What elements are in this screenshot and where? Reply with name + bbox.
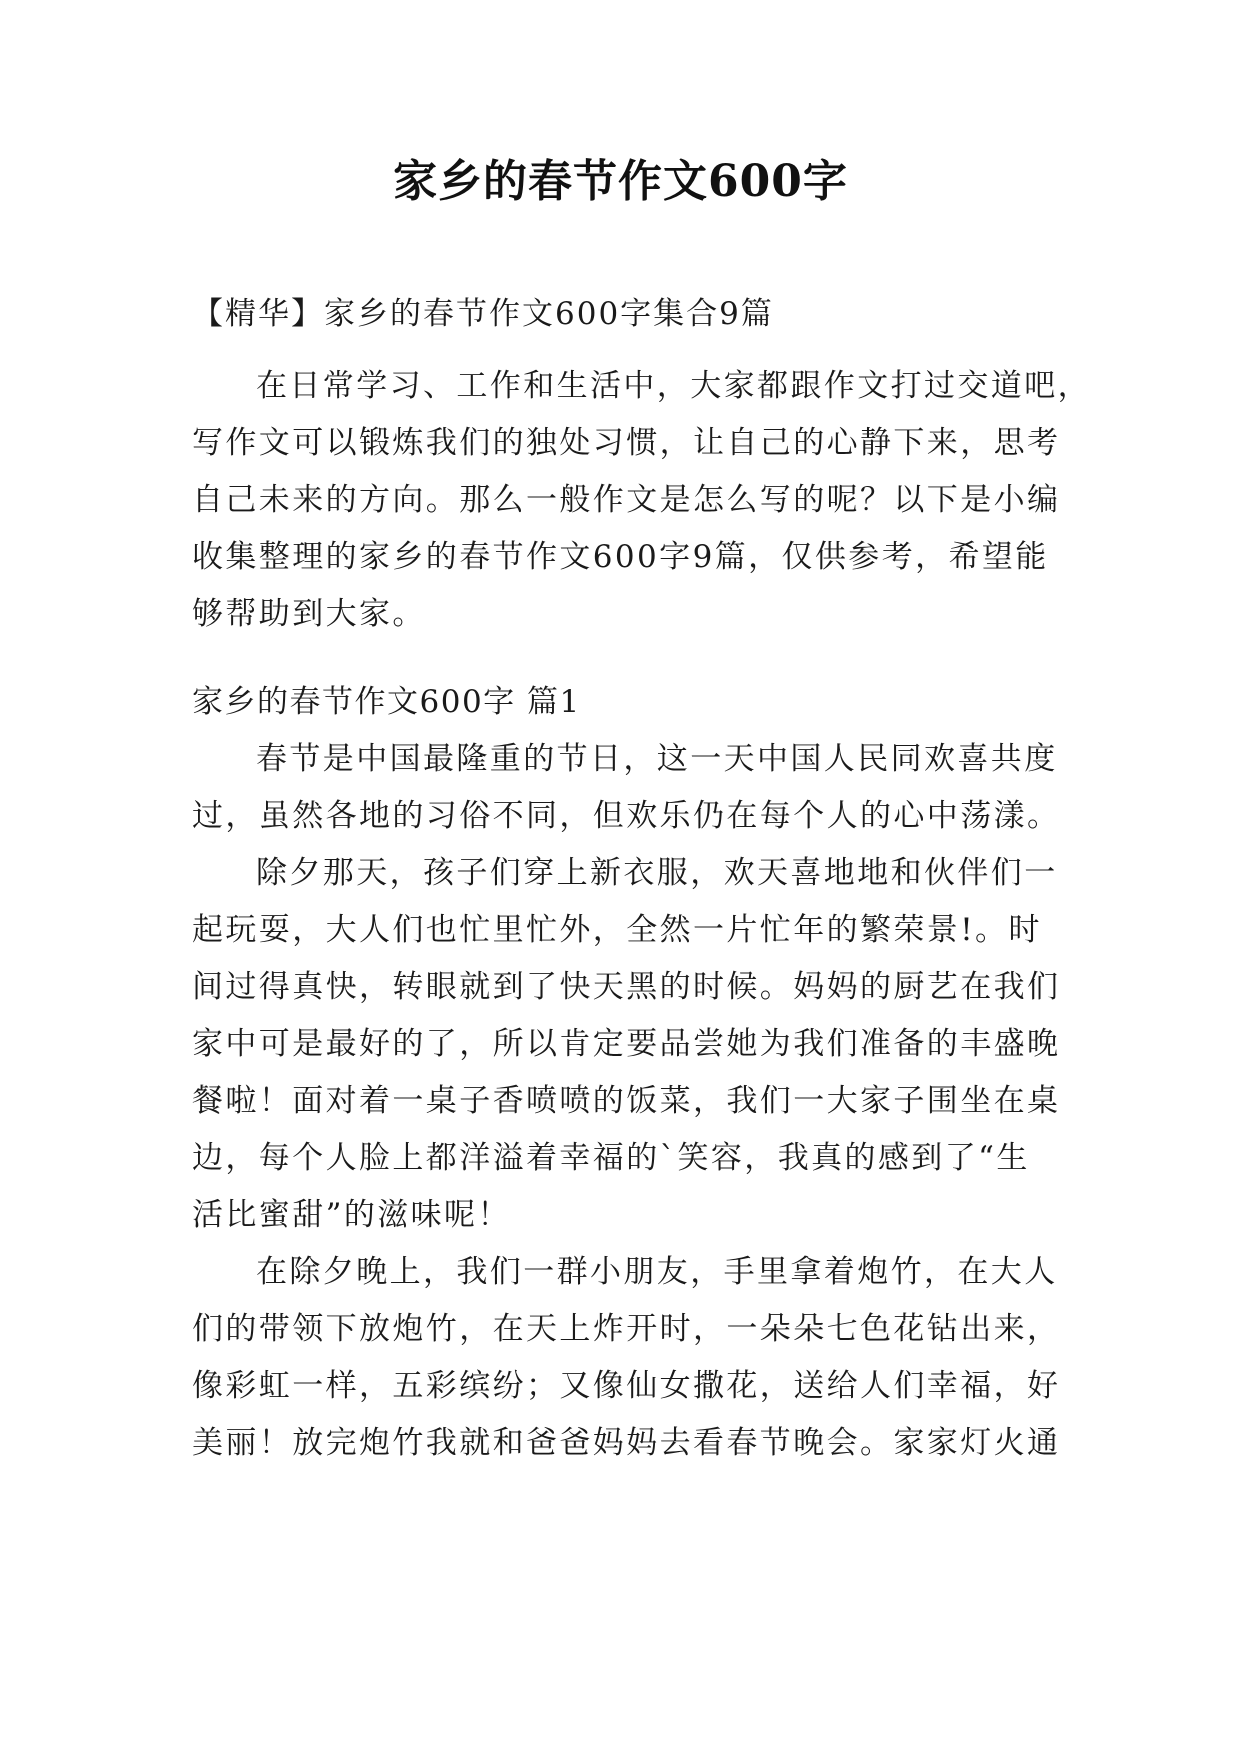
body-line: 们的带领下放炮竹，在天上炸开时，一朵朵七色花钻出来，	[192, 1311, 1061, 1347]
body-line: 过，虽然各地的习俗不同，但欢乐仍在每个人的心中荡漾。	[192, 798, 1061, 834]
body-line: 春节是中国最隆重的节日，这一天中国人民同欢喜共度	[256, 741, 1058, 777]
body-line: 家中可是最好的了，所以肯定要品尝她为我们准备的丰盛晚	[192, 1026, 1061, 1062]
intro-line: 收集整理的家乡的春节作文600字9篇，仅供参考，希望能	[192, 539, 1049, 575]
body-line: 除夕那天，孩子们穿上新衣服，欢天喜地地和伙伴们一	[256, 855, 1058, 891]
intro-line: 写作文可以锻炼我们的独处习惯，让自己的心静下来，思考	[192, 425, 1061, 461]
body-line: 像彩虹一样，五彩缤纷；又像仙女撒花，送给人们幸福，好	[192, 1368, 1061, 1404]
intro-line: 自己未来的方向。那么一般作文是怎么写的呢？以下是小编	[192, 482, 1061, 518]
intro-line: 在日常学习、工作和生活中，大家都跟作文打过交道吧，	[256, 368, 1091, 404]
section-heading: 家乡的春节作文600字 篇1	[192, 684, 581, 720]
body-line: 在除夕晚上，我们一群小朋友，手里拿着炮竹，在大人	[256, 1254, 1058, 1290]
body-line: 活比蜜甜”的滋味呢！	[192, 1197, 511, 1233]
document-subtitle: 【精华】家乡的春节作文600字集合9篇	[192, 296, 774, 332]
document-title: 家乡的春节作文600字	[393, 156, 848, 207]
body-line: 餐啦！面对着一桌子香喷喷的饭菜，我们一大家子围坐在桌	[192, 1083, 1061, 1119]
body-line: 起玩耍，大人们也忙里忙外，全然一片忙年的繁荣景!。时	[192, 912, 1042, 948]
body-line: 间过得真快，转眼就到了快天黑的时候。妈妈的厨艺在我们	[192, 969, 1061, 1005]
body-line: 美丽！放完炮竹我就和爸爸妈妈去看春节晚会。家家灯火通	[192, 1425, 1061, 1461]
intro-line: 够帮助到大家。	[192, 596, 426, 632]
body-line: 边，每个人脸上都洋溢着幸福的`笑容，我真的感到了“生	[192, 1140, 1030, 1176]
